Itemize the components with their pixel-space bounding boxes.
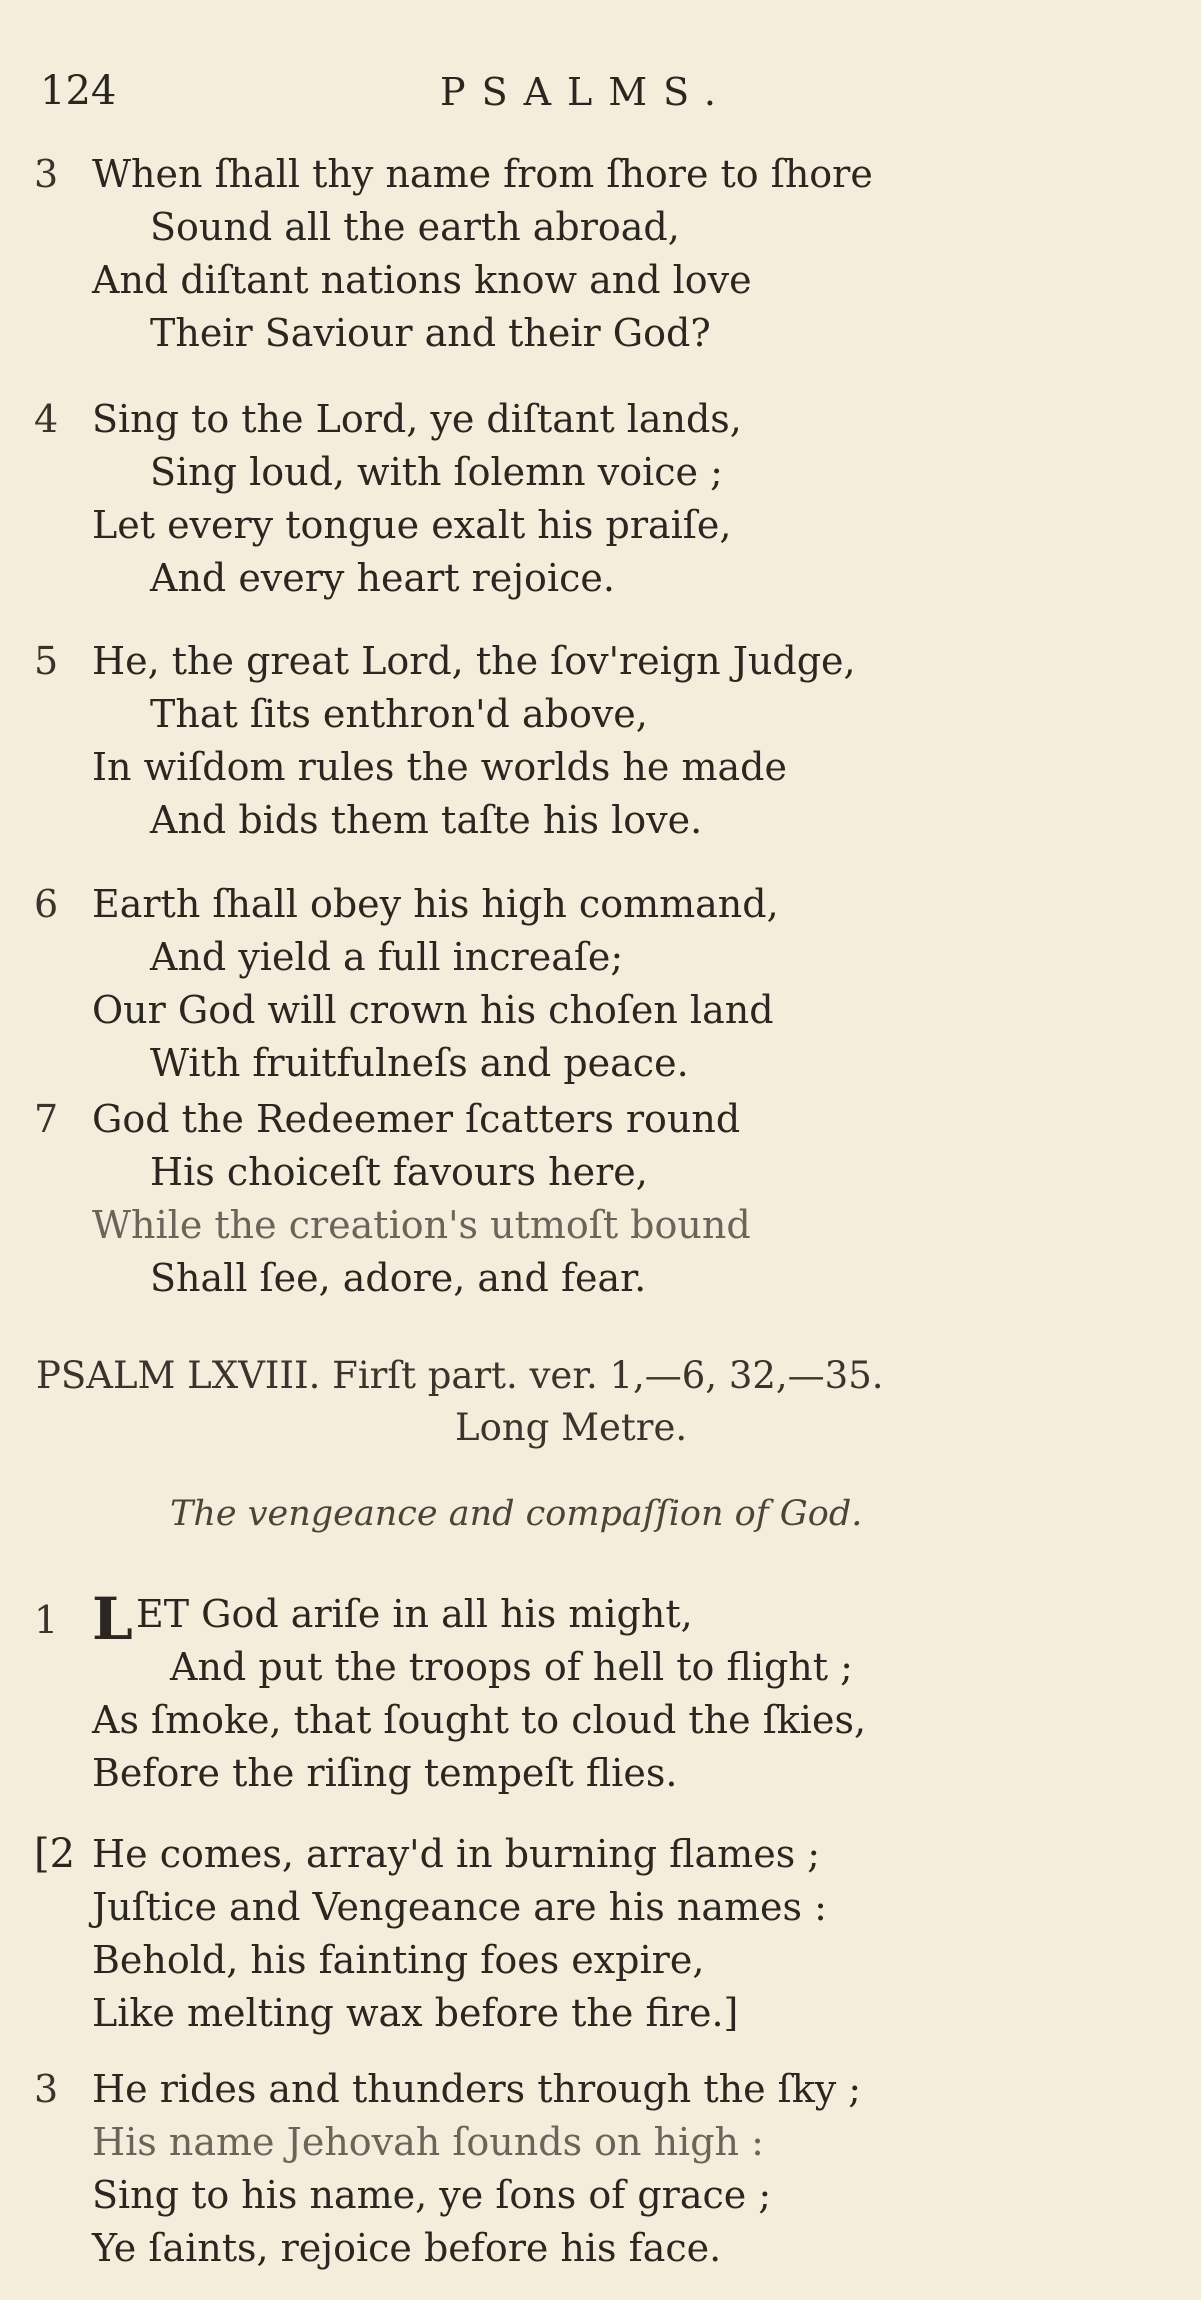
verse-line: And every heart rejoice. <box>150 556 615 600</box>
verse-line: While the creation's utmoſt bound <box>92 1203 751 1247</box>
verse-line: When ſhall thy name from ſhore to ſhore <box>92 152 873 196</box>
page-number: 124 <box>40 68 117 114</box>
running-head: PSALMS. <box>440 70 732 114</box>
verse-number: 1 <box>34 1598 59 1642</box>
verse-line: God the Redeemer ſcatters round <box>92 1097 741 1141</box>
verse-line: And bids them taſte his love. <box>150 798 703 842</box>
verse-line: Behold, his fainting foes expire, <box>92 1938 705 1982</box>
psalm-title: PSALM LXVIII. Firſt part. ver. 1,—6, 32,—35. <box>36 1354 884 1397</box>
verse-line: ET God ariſe in all his might, <box>136 1592 693 1636</box>
verse-line: His choiceſt favours here, <box>150 1150 648 1194</box>
verse-line: Juſtice and Vengeance are his names : <box>92 1885 827 1929</box>
verse-line: Sing loud, with ſolemn voice ; <box>150 450 723 494</box>
psalm-subject: The vengeance and compaſſion of God. <box>170 1494 863 1534</box>
verse-number: [2 <box>34 1831 76 1877</box>
verse-line: He, the great Lord, the ſov'reign Judge, <box>92 639 856 683</box>
verse-line: With fruitfulneſs and peace. <box>150 1041 689 1085</box>
verse-line: Sing to his name, ye ſons of grace ; <box>92 2173 772 2217</box>
verse-line: He rides and thunders through the ſky ; <box>92 2067 862 2111</box>
verse-number: 3 <box>34 152 59 196</box>
verse-number: 7 <box>34 1097 59 1141</box>
verse-line: In wiſdom rules the worlds he made <box>92 745 787 789</box>
verse-line: Ye ſaints, rejoice before his face. <box>92 2226 722 2270</box>
page-header <box>0 68 1201 128</box>
verse-line: Our God will crown his choſen land <box>92 988 774 1032</box>
verse-line: And put the troops of hell to flight ; <box>170 1645 853 1689</box>
verse-line: He comes, array'd in burning flames ; <box>92 1832 821 1876</box>
verse-number: 3 <box>34 2067 59 2111</box>
psalm-metre: Long Metre. <box>455 1406 688 1449</box>
verse-line: As ſmoke, that ſought to cloud the ſkies, <box>92 1698 867 1742</box>
verse-line: Earth ſhall obey his high command, <box>92 882 779 926</box>
verse-number: 4 <box>34 397 59 441</box>
verse-line: Like melting wax before the fire.] <box>92 1991 739 2035</box>
verse-line: That ſits enthron'd above, <box>150 692 648 736</box>
verse-number: 5 <box>34 639 59 683</box>
verse-line: And diſtant nations know and love <box>92 258 752 302</box>
verse-line: Shall ſee, adore, and fear. <box>150 1256 647 1300</box>
verse-line: His name Jehovah ſounds on high : <box>92 2120 764 2164</box>
verse-line: Their Saviour and their God? <box>150 311 711 355</box>
verse-line: Before the riſing tempeſt flies. <box>92 1751 678 1795</box>
verse-line: Let every tongue exalt his praiſe, <box>92 503 732 547</box>
verse-line: And yield a full increaſe; <box>150 935 624 979</box>
verse-line: Sound all the earth abroad, <box>150 205 680 249</box>
verse-line: Sing to the Lord, ye diſtant lands, <box>92 397 742 441</box>
verse-number: 6 <box>34 882 59 926</box>
drop-capital: L <box>92 1585 133 1653</box>
